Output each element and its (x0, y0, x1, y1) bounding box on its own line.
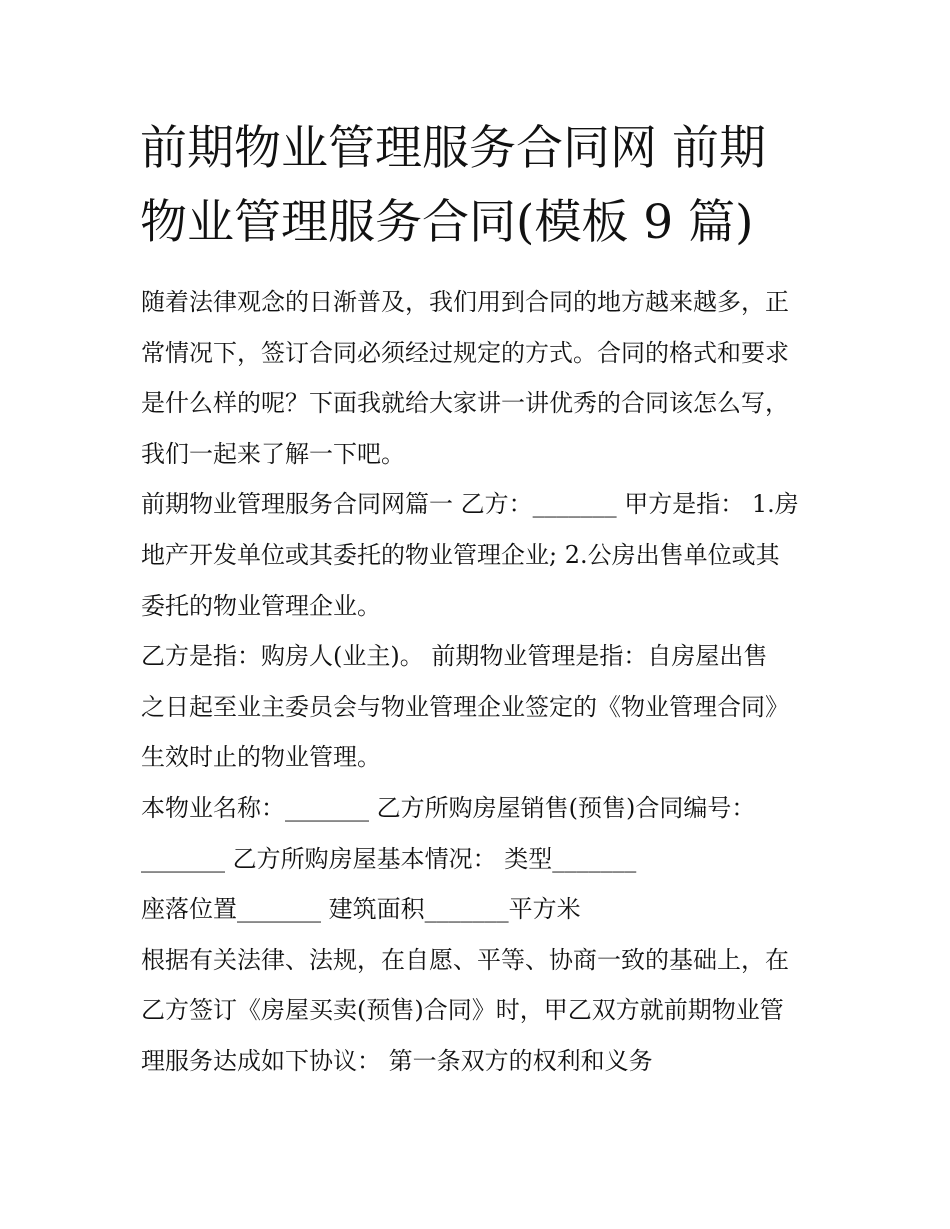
text-line: 乙方签订《房屋买卖(预售)合同》时，甲乙双方就前期物业管 (141, 996, 784, 1025)
text-line: 本物业名称：_______ 乙方所购房屋销售(预售)合同编号： (141, 793, 756, 822)
text-line: 是什么样的呢？下面我就给大家讲一讲优秀的合同该怎么写， (141, 389, 789, 418)
property-details-paragraph (141, 783, 821, 935)
text-line: 前期物业管理服务合同网篇一 乙方：_______ 甲方是指： 1.房 (141, 490, 799, 519)
text-line: 乙方是指：购房人(业主)。 前期物业管理是指：自房屋出售 (141, 642, 768, 671)
text-line: 地产开发单位或其委托的物业管理企业; 2.公房出售单位或其 (141, 540, 780, 569)
text-line: 我们一起来了解一下吧。 (141, 439, 405, 468)
text-line: 委托的物业管理企业。 (141, 591, 381, 620)
intro-paragraph (141, 277, 821, 479)
text-line: 常情况下，签订合同必须经过规定的方式。合同的格式和要求 (141, 338, 789, 367)
document-body (141, 277, 821, 1087)
text-line: _______ 乙方所购房屋基本情况： 类型_______ (141, 844, 637, 873)
title-line: 物业管理服务合同(模板 9 篇) (140, 195, 754, 250)
definitions-paragraph (141, 479, 821, 631)
title-line: 前期物业管理服务合同网 前期 (140, 121, 766, 176)
text-line: 理服务达成如下协议： 第一条双方的权利和义务 (141, 1046, 653, 1075)
text-line: 之日起至业主委员会与物业管理企业签定的《物业管理合同》 (141, 692, 789, 721)
text-line: 随着法律观念的日渐普及，我们用到合同的地方越来越多，正 (141, 288, 789, 316)
agreement-paragraph (141, 935, 821, 1087)
document-title (140, 112, 820, 260)
text-line: 生效时止的物业管理。 (141, 743, 381, 772)
text-line: 根据有关法律、法规，在自愿、平等、协商一致的基础上，在 (141, 945, 789, 974)
text-line: 座落位置_______ 建筑面积_______平方米 (141, 895, 581, 924)
party-b-definition-paragraph (141, 631, 821, 783)
